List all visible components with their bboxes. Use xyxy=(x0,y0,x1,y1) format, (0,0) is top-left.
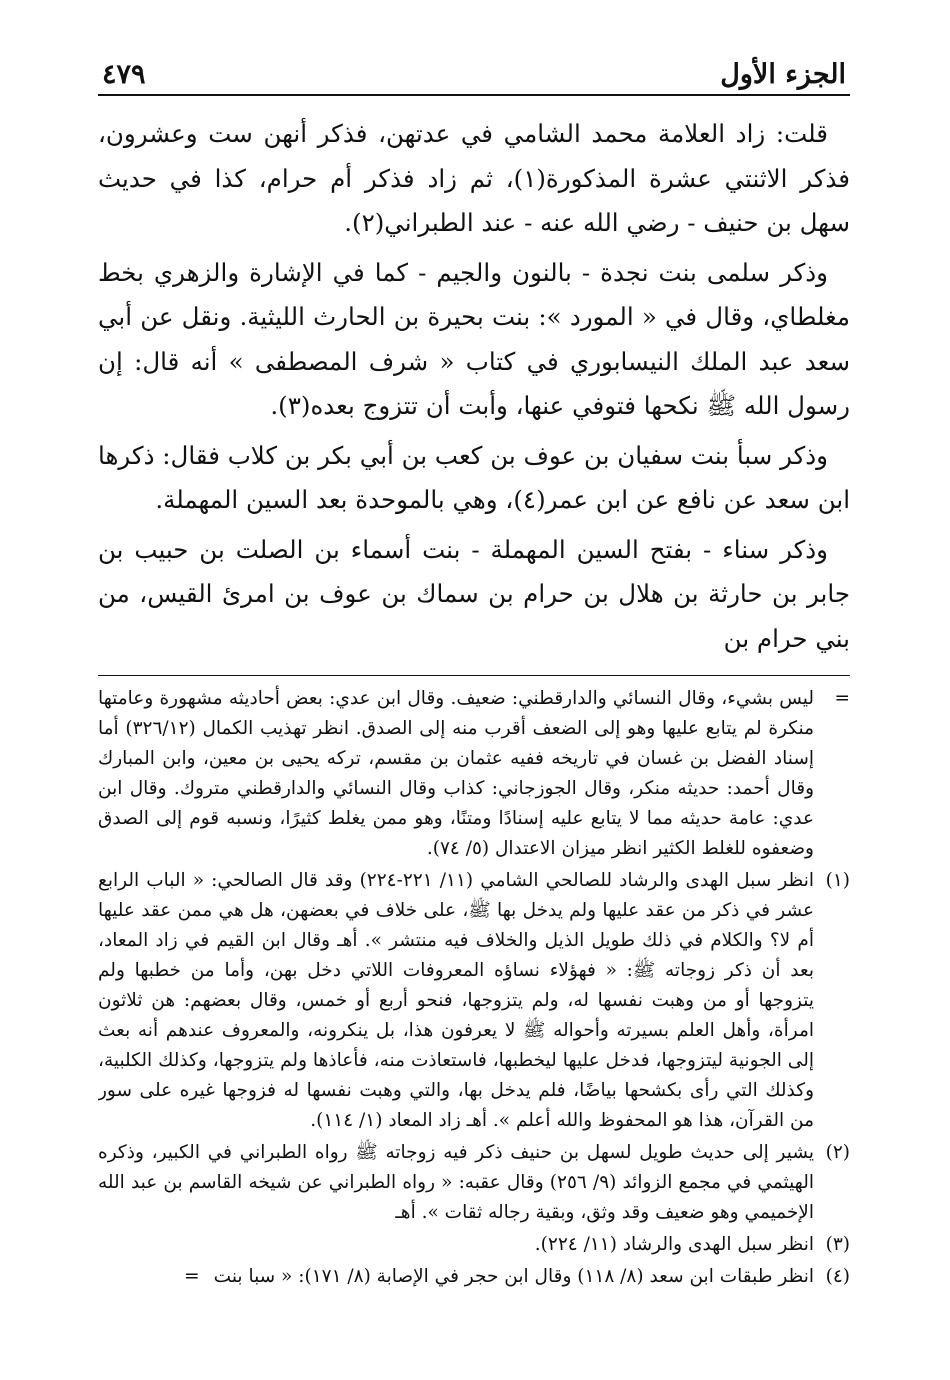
continuation-mark: = xyxy=(834,688,850,709)
footnote-marker: (٢) xyxy=(825,1142,850,1163)
footnote-item xyxy=(98,1262,850,1292)
footnote-item xyxy=(98,1230,850,1260)
page-number: ٤٧٩ xyxy=(102,59,146,90)
footnote-text: يشير إلى حديث طويل لسهل بن حنيف ذكر فيه زوجاته ﷺ رواه الطبراني في الكبير، وذكره الهيثمي في مجمع الزوائد (٩/ ٢٥٦) وقال عقبه: « رواه الطبراني عن شيخه القاسم بن عبد الله الإخميمي وهو ضعيف وقد وثق، وبقية رجاله ثقات ». أهـ xyxy=(98,1142,814,1223)
footnote-text-content: انظر طبقات ابن سعد (٨/ ١١٨) وقال ابن حجر في الإصابة (٨/ ١٧١): « سبا بنت xyxy=(213,1266,814,1287)
body-paragraph: وذكر سلمى بنت نجدة - بالنون والجيم - كما في الإشارة والزهري بخط مغلطاي، وقال في « المورد »: بنت بحيرة بن الحارث الليثية. ونقل عن أبي سعد عبد الملك النيسابوري في كتاب « شرف المصطفى » أنه قال: إن رسول الله ﷺ نكحها فتوفي عنها، وأبت أن تتزوج بعده(٣). xyxy=(98,257,850,420)
running-title: الجزء الأول xyxy=(720,59,846,90)
footnote-marker: (٣) xyxy=(825,1234,850,1255)
body-paragraph: وذكر سبأ بنت سفيان بن عوف بن كعب بن أبي بكر بن كلاب فقال: ذكرها ابن سعد عن نافع عن ابن عمر(٤)، وهي بالموحدة بعد السين المهملة. xyxy=(98,440,850,514)
footnotes-section xyxy=(98,675,850,1334)
footnote-text: انظر سبل الهدى والرشاد للصالحي الشامي (١١/ ٢٢١-٢٢٤) وقد قال الصالحي: « الباب الرابع عشر في ذكر من عقد عليها ولم يدخل بها ﷺ، على خلاف في بعضهن، هل هي ممن عقد عليها أم لا؟ والكلام في ذلك طويل الذيل والخلاف فيه منتشر ». أهـ وقال ابن القيم في زاد المعاد، بعد أن ذكر زوجاته ﷺ: « فهؤلاء نساؤه المعروفات اللاتي دخل بهن، وأما من خطبها ولم يتزوجها أو من وهبت نفسها له، ولم يتزوجها، فنحو أربع أو خمس، وقال بعضهم: هن ثلاثون امرأة، وأهل العلم بسيرته وأحواله ﷺ لا يعرفون هذا، بل ينكرونه، والمعروف عندهم أنه بعث إلى الجونية ليتزوجها، فدخل عليها ليخطبها، فاستعاذت منه، فأعاذها ولم يتزوجها، وكذلك الكلبية، وكذلك التي رأى بكشحها بياضًا، فلم يدخل بها، والتي وهبت نفسها له فزوجها غيره على سور من القرآن، هذا هو المحفوظ والله أعلم ». أهـ زاد المعاد (١/ ١١٤). xyxy=(98,870,814,1131)
footnote-continuation xyxy=(98,684,850,864)
page-header xyxy=(98,40,850,96)
footnote-text: انظر سبل الهدى والرشاد (١١/ ٢٢٤). xyxy=(534,1234,814,1255)
footnote-text xyxy=(98,1262,814,1292)
main-text xyxy=(98,112,850,661)
body-paragraph: قلت: زاد العلامة محمد الشامي في عدتهن، فذكر أنهن ست وعشرون، فذكر الاثنتي عشرة المذكورة(١)، ثم زاد فذكر أم حرام، كذا في حديث سهل بن حنيف - رضي الله عنه - عند الطبراني(٢). xyxy=(98,119,850,237)
footnote-item xyxy=(98,866,850,1136)
body-paragraph: وذكر سناء - بفتح السين المهملة - بنت أسماء بن الصلت بن حبيب بن جابر بن حارثة بن هلال بن حرام بن سماك بن عوف بن امرئ القيس، من بني حرام بن xyxy=(98,534,850,653)
footnote-text: ليس بشيء، وقال النسائي والدارقطني: ضعيف. وقال ابن عدي: بعض أحاديثه مشهورة وعامتها منكرة لم يتابع عليها وهو إلى الضعف أقرب منه إلى الصدق. انظر تهذيب الكمال (٣٢٦/١٢) أما إسناد الفضل بن غسان في تاريخه ففيه عثمان بن مقسم، تركه يحيى بن معين، وابن المبارك وقال أحمد: حديثه منكر، وقال الجوزجاني: كذاب وقال النسائي والدارقطني متروك. وقال ابن عدي: عامة حديثه مما لا يتابع عليه إسنادًا ومتنًا، وهو ممن يغلط كثيرًا، ونسبه قوم إلى الصدق وضعفوه للغلط الكثير انظر ميزان الاعتدال (٥/ ٧٤). xyxy=(98,688,814,859)
footnote-marker: (٤) xyxy=(825,1266,850,1287)
footnote-marker: (١) xyxy=(825,870,850,891)
continuation-mark: = xyxy=(184,1266,200,1287)
footnote-item xyxy=(98,1138,850,1228)
